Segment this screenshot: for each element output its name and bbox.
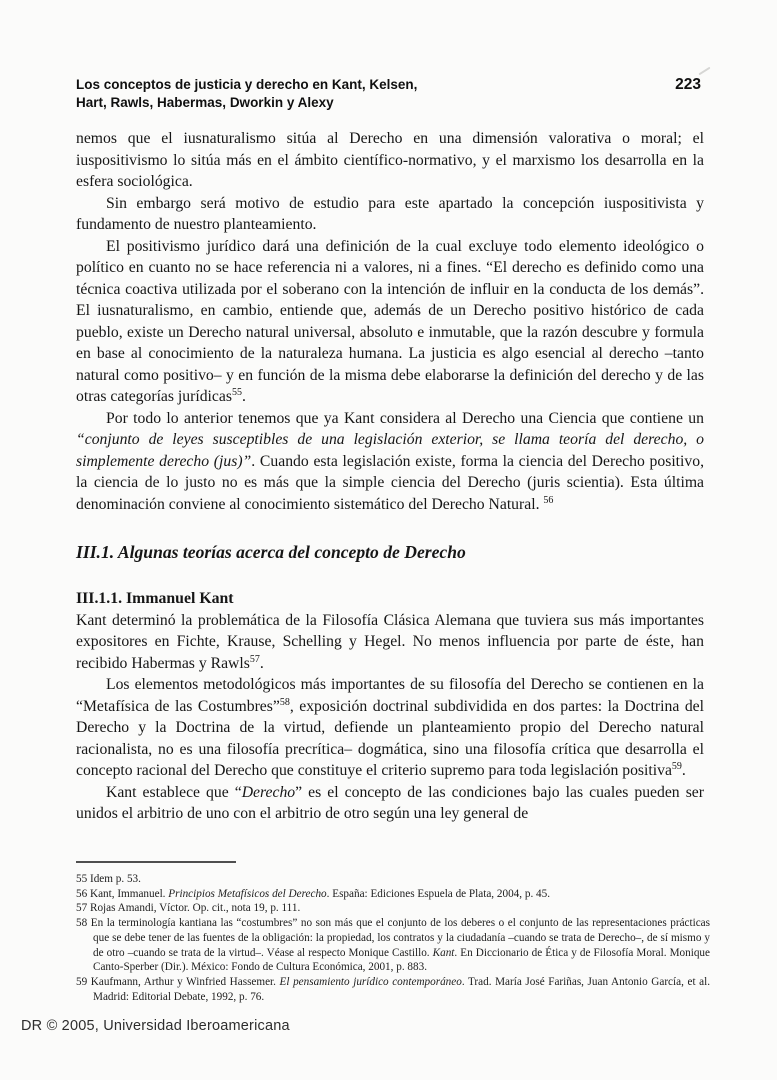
scan-smudge-artifact <box>698 67 710 76</box>
footnote-number: 58 <box>76 917 88 930</box>
paragraph-text: . <box>259 654 264 672</box>
paragraph <box>76 610 704 675</box>
footnote-number: 57 <box>76 902 88 915</box>
footnote-work-title: El pensamiento jurídico contemporáneo <box>279 975 462 988</box>
paragraph-text: . Cuando esta legislación existe, forma la ciencia del Derecho positivo, la ciencia de lo justo no es más que la simple ciencia del Derecho (juris scientia). Esta última denominación conviene al conocimiento sistemático del Derecho Natural. <box>76 452 705 513</box>
paragraph <box>76 236 704 408</box>
footnote-57 <box>76 901 710 916</box>
footnote-reference-55: 55 <box>231 386 242 398</box>
running-header <box>76 76 701 111</box>
paragraph-continuation <box>76 128 704 193</box>
paragraph <box>76 193 704 236</box>
footnote-text: Kaufmann, Arthur y Winfried Hassemer. <box>90 975 280 988</box>
footnote-text: . Trad. María José Fariñas, Juan Antonio García, et al. Madrid: Editorial Debate, 1992, p. 76. <box>93 975 711 1003</box>
footnote-text: En la terminología kantiana las “costumbres” no son más que el conjunto de los deberes o el conjunto de las representaciones prácticas que se debe tener de las fuentes de la obligación: la propiedad, los contratos y la ciudadanía –cuando se trata de Derecho–, de sí mismo y de otro –cuando se trata de la virtud–. Véase al respecto Monique Castillo. <box>90 917 710 959</box>
footnote-number: 56 <box>76 887 88 900</box>
footnote-work-title: Kant <box>432 946 455 959</box>
footnote-text: Rojas Amandi, Víctor. Op. cit., nota 19, p. 111. <box>89 902 301 915</box>
paragraph <box>76 674 704 782</box>
subsection-heading: III.1.1. Immanuel Kant <box>76 590 234 607</box>
paragraph-text: nemos que el iusnaturalismo sitúa al Derecho en una dimensión valorativa o moral; el iuspositivismo lo sitúa más en el ámbito científico-normativo, y el marxismo los desarrolla en la esfera sociológica. <box>76 130 704 190</box>
running-header-title-line1: Los conceptos de justicia y derecho en Kant, Kelsen, <box>76 77 418 92</box>
paragraph-text: . <box>241 388 246 405</box>
footnote-reference-57: 57 <box>249 653 260 665</box>
footnote-text: . En Diccionario de Ética y de Filosofía Moral. Monique Canto-Sperber (Dir.). México: Fondo de Cultura Económica, 2001, p. 883. <box>93 946 710 974</box>
paragraph-text: Los elementos metodológicos más importantes de su filosofía del Derecho se contienen en la “Metafísica de las Costumbres” <box>76 676 704 715</box>
paragraph-text: . <box>681 762 686 779</box>
paragraph-text: Kant establece que “ <box>106 783 242 801</box>
body-text-column <box>76 128 704 825</box>
footnote-59 <box>76 975 710 1004</box>
footnote-reference-59: 59 <box>671 760 682 772</box>
footnote-text: . España: Ediciones Espuela de Plata, 2004, p. 45. <box>326 887 551 900</box>
footnote-56 <box>76 887 710 902</box>
paragraph-text: Por todo lo anterior tenemos que ya Kant considera al Derecho una Ciencia que contiene un <box>106 409 704 427</box>
paragraph <box>76 782 704 825</box>
footnote-number: 59 <box>76 975 88 988</box>
footnote-separator-rule <box>76 861 236 863</box>
footnote-number: 55 <box>76 873 88 885</box>
footnote-58 <box>76 916 710 975</box>
paragraph-text: El positivismo jurídico dará una definición de la cual excluye todo elemento ideológico o político en cuanto no se hace referencia ni a valores, ni a fines. “El derecho es definido como una técnica coactiva utilizada por el soberano con la intención de influir en la conducta de los demás”. El iusnaturalismo, en cambio, entiende que, además de un Derecho positivo histórico de cada pueblo, existe un Derecho natural universal, absoluto e inmutable, que la razón descubre y formula en base al conocimiento de la naturaleza humana. La justicia es algo esencial al derecho –tanto natural como positivo– y en función de la misma debe elaborarse la definición del derecho y de las otras categorías jurídicas <box>76 237 704 405</box>
running-header-title <box>76 76 417 111</box>
section-heading: III.1. Algunas teorías acerca del concepto de Derecho <box>76 542 466 562</box>
paragraph <box>76 408 704 516</box>
footnote-reference-58: 58 <box>279 696 290 708</box>
footnote-55 <box>76 872 710 887</box>
emphasized-term: Derecho <box>241 783 296 801</box>
paragraph-text: , exposición doctrinal subdividida en dos partes: la Doctrina del Derecho y la Doctrina de la virtud, defiende un planteamiento propio del Derecho natural racionalista, no es una filosofía precrítica– dogmática, sino una filosofía crítica que desarrolla el concepto racional del Derecho que constituye el criterio supremo para toda legislación positiva <box>76 697 704 779</box>
footnote-reference-56: 56 <box>543 494 554 506</box>
footnotes-section <box>76 861 710 1004</box>
quoted-italic-text: “conjunto de leyes susceptibles de una legislación exterior, se llama teoría del derecho, o simplemente derecho (jus)” <box>76 431 704 470</box>
footnote-text: Kant, Immanuel. <box>89 887 169 900</box>
running-header-title-line2: Hart, Rawls, Habermas, Dworkin y Alexy <box>76 94 334 110</box>
paragraph-text: ” es el concepto de las condiciones bajo las cuales pueden ser unidos el arbitrio de uno con el arbitrio de otro según una ley general de <box>76 783 704 822</box>
footnote-text: Idem p. 53. <box>89 873 141 885</box>
paragraph-text: Kant determinó la problemática de la Filosofía Clásica Alemana que tuviera sus más importantes expositores en Fichte, Krause, Schelling y Hegel. No menos influencia por parte de éste, han recibido Habermas y Rawls <box>76 611 704 672</box>
footnote-work-title: Principios Metafísicos del Derecho <box>168 887 327 900</box>
paragraph-text: Sin embargo será motivo de estudio para este apartado la concepción iuspositivista y fundamento de nuestro planteamiento. <box>76 194 704 233</box>
copyright-notice: DR © 2005, Universidad Iberoamericana <box>21 1018 290 1034</box>
page-number: 223 <box>675 76 701 93</box>
